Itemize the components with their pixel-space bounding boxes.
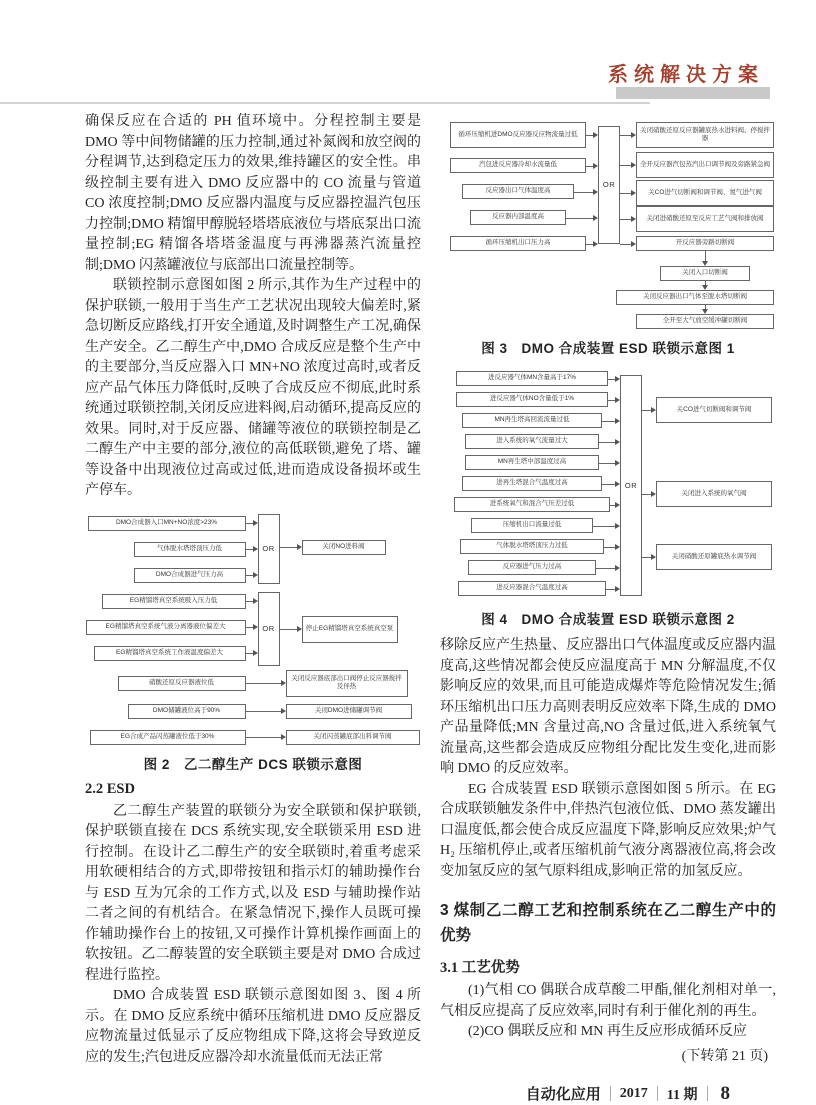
flowchart-box: 循环压缩机进DMO反应器反应物流量过低 (450, 122, 586, 148)
left-column (85, 112, 421, 1068)
flowchart-box: 停止EG精馏塔真空系统真空泵 (302, 616, 398, 643)
paragraph: 移除反应产生热量、反应器出口气体温度或反应器内温度高,这些情况都会使反应温度高于 MN 分解温度,不仅影响反应的效果,而且可能造成爆炸等危险情况发生;循环压缩机出口压力高则表明反应效率下降,生成的 DMO 产品量降低;MN 含量过高,NO 含量过低,进入系统氧气流量高,这些都会造成反应物组分配比发生变化,进而影响 DMO 的反应效率。 (440, 638, 776, 776)
connector-line (620, 219, 631, 220)
flowchart-box: OR (620, 375, 642, 596)
arrowhead-icon (281, 734, 286, 740)
page-content (85, 112, 776, 1105)
journal-footer (440, 1083, 776, 1105)
flowchart-box: 反应器内部温度高 (470, 210, 566, 225)
flowchart-box: 关闭进入系统的氧气阀 (656, 481, 772, 507)
flowchart-box: OR (258, 592, 280, 666)
connector-line (599, 442, 615, 443)
figure-3-caption: 图 3 DMO 合成装置 ESD 联锁示意图 1 (481, 341, 735, 356)
connector-line (602, 484, 615, 485)
section-heading-3-1: 3.1 工艺优势 (440, 960, 520, 976)
connector-line (604, 547, 615, 548)
connector-line (596, 568, 615, 569)
connector-line (602, 421, 615, 422)
connector-line (280, 629, 297, 630)
flowchart-box: 进反应器混合气温度过高 (458, 581, 606, 596)
connector-line (705, 251, 706, 261)
connector-line (246, 737, 281, 738)
connector-line (608, 400, 615, 401)
flowchart-box: 关闭NO进料阀 (302, 540, 386, 555)
connector-line (620, 135, 631, 136)
flowchart-box: 汽包进反应器冷却水流量低 (450, 158, 586, 173)
flowchart-box: 关CO进气切断阀和调节阀 (656, 397, 772, 423)
connector-line (642, 557, 651, 558)
flowchart-box: EG精馏塔真空系统吸入压力低 (102, 594, 246, 609)
flowchart-box: 关闭硝酸还原反应器罐底热水进料阀、停搅拌器 (636, 122, 774, 148)
flowchart-box: 全开反应器汽包蒸汽出口调节阀及旁路紧急阀 (636, 152, 774, 178)
arrowhead-icon (651, 554, 656, 560)
flowchart-box: OR (598, 126, 620, 244)
flowchart-box: 进反应器气体NO含量低于1% (456, 392, 608, 407)
flowchart-box: EG精馏塔真空系统工作液温度偏差大 (94, 646, 246, 661)
page-header-title: 系统解决方案 (608, 64, 764, 86)
paragraph: 确保反应在合适的 PH 值环境中。分程控制主要是 DMO 等中间物储罐的压力控制,通过补氮阀和放空阀的分程调节,达到稳定压力的效果,维持罐区的安全性。串级控制主要有进入 DMO 反应器中的 CO 流量与管道 CO 浓度控制;DMO 反应器内温度与反应器控温汽包压力控制;DMO 精馏甲醇脱轻塔塔底液位与塔底泵出口流量控制;EG 精馏各塔塔釜温度与再沸器蒸汽流量控制;DMO 闪蒸罐液位与底部出口流量控制等。 (85, 114, 421, 273)
arrowhead-icon (651, 491, 656, 497)
connector-line (280, 547, 297, 548)
arrowhead-icon (281, 680, 286, 686)
flowchart-box: 关闭进硝酸还原至反应工艺气阀和排放阀 (636, 206, 774, 232)
flowchart-box: 进反应器气体MN含量高于17% (456, 371, 608, 386)
connector-line (246, 523, 253, 524)
connector-line (620, 165, 631, 166)
connector-line (586, 244, 593, 245)
flowchart-box: 关闭硝酸还原罐底热水调节阀 (656, 544, 772, 570)
continuation-note: (下转第 21 页) (681, 1048, 768, 1064)
flowchart-box: DMO合成器进气压力高 (134, 568, 246, 583)
arrowhead-icon (297, 626, 302, 632)
flowchart-box: 进入系统的氧气流量过大 (465, 434, 599, 449)
journal-year: 2017 (619, 1085, 648, 1101)
connector-line (246, 575, 253, 576)
section-heading-2-2: 2.2 ESD (85, 780, 135, 797)
flowchart-box: 开反应器旁路切断阀 (636, 236, 774, 251)
flowchart-box: 循环压缩机出口压力高 (450, 236, 586, 251)
flowchart-box: 硝酸还原反应器液位低 (118, 676, 246, 691)
flowchart-box: OR (258, 514, 280, 584)
flowchart-box: EG合成产品闪蒸罐液位低于30% (90, 730, 246, 745)
journal-name: 自动化应用 (525, 1086, 601, 1103)
flowchart-box: DMO合成器入口MN+NO浓度>23% (88, 516, 246, 531)
connector-line (599, 463, 615, 464)
figure-4-flowchart (440, 367, 776, 603)
connector-line (246, 711, 281, 712)
connector-line (608, 379, 615, 380)
flowchart-box: 全开至大气放空缓冲罐切断阀 (636, 314, 774, 329)
connector-line (246, 549, 253, 550)
arrowhead-icon (631, 241, 636, 247)
connector-line (586, 135, 593, 136)
flowchart-box: 关闭反应器出口气体至脱水塔切断阀 (616, 290, 774, 305)
paragraph: (1)气相 CO 偶联合成草酸二甲酯,催化剂相对单一,气相反应提高了反应效率,同时有利于催化剂的再生。 (440, 983, 776, 1019)
header-decoration-bar (616, 87, 770, 99)
arrowhead-icon (297, 544, 302, 550)
journal-issue: 11 期 (666, 1087, 698, 1103)
paragraph: (2)CO 偶联反应和 MN 再生反应形成循环反应 (468, 1024, 747, 1039)
paragraph: 联锁控制示意图如图 2 所示,其作为生产过程中的保护联锁,一般用于当生产工艺状况出现较大偏差时,紧急切断反应路线,打开安全通道,及时调整生产工况,确保生产安全。乙二醇生产中,DMO 合成反应是整个生产中的主要部分,当反应器入口 MN+NO 浓度过高时,或者反应产品气体压力降低时,反映了合成反应不彻底,此时系统通过联锁控制,关闭反应进料阀,启动循环,提高反应的效果。同时,对于反应器、储罐等液位的联锁控制是乙二醇生产中主要的部分,液位的高低联锁,避免了塔、罐等设备中出现液位过高或过低,进而造成设备损坏或生产停车。 (85, 278, 421, 498)
connector-line (246, 601, 253, 602)
flowchart-box: 关闭闪蒸罐底部出料调节阀 (286, 730, 420, 745)
arrowhead-icon (631, 132, 636, 138)
flowchart-box: DMO储罐液位高于90% (128, 704, 246, 719)
connector-line (246, 683, 281, 684)
right-column (440, 112, 776, 1105)
connector-line (593, 526, 615, 527)
flowchart-box: 压缩机出口流量过低 (471, 518, 593, 533)
connector-line (586, 166, 593, 167)
figure-2-flowchart (86, 512, 421, 748)
flowchart-box: 关闭入口切断阀 (660, 266, 750, 281)
paragraph: DMO 合成装置 ESD 联锁示意图如图 3、图 4 所示。在 DMO 反应系统中循环压缩机进 DMO 反应器反应物流量过低显示了反应物组成下降,这将会导致逆反应的发生;汽包进反应器冷却水流量低而无法正常 (85, 988, 421, 1065)
flowchart-box: 反应器出口气体温度高 (462, 184, 574, 199)
flowchart-box: 关闭反应器底部出口阀停止反应器搅拌及伴热 (286, 670, 408, 697)
figure-4-caption: 图 4 DMO 合成装置 ESD 联锁示意图 2 (481, 612, 735, 627)
flowchart-box: 气体脱水塔塔顶压力低 (134, 542, 246, 557)
connector-line (246, 653, 253, 654)
paragraph: 乙二醇生产装置的联锁分为安全联锁和保护联锁,保护联锁直接在 DCS 系统实现,安全联锁采用 ESD 进行控制。在设计乙二醇生产的安全联锁时,着重考虑采用软硬相结合的方式,即带按钮和指示灯的辅助操作台与 ESD 互为冗余的工作方式,以及 ESD 与辅助操作站二者之间的有机结合。在紧急情况下,操作人员既可操作辅助操作台上的按钮,又可操作计算机操作画面上的软按钮。乙二醇装置的安全联锁主要是对 DMO 合成过程进行监控。 (85, 803, 421, 983)
figure-2-caption: 图 2 乙二醇生产 DCS 联锁示意图 (143, 756, 363, 772)
connector-line (246, 627, 253, 628)
arrowhead-icon (631, 216, 636, 222)
connector-line (620, 193, 631, 194)
arrowhead-icon (631, 190, 636, 196)
flowchart-box: 进系统氧气和混合气压差过低 (454, 497, 610, 512)
arrowhead-icon (651, 407, 656, 413)
figure-3-flowchart (440, 114, 776, 332)
flowchart-box: 进再生塔混合气温度过高 (462, 476, 602, 491)
paragraph: EG 合成装置 ESD 联锁示意图如图 5 所示。在 EG 合成联锁触发条件中,伴热汽包液位低、DMO 蒸发罐出口温度低,都会使合成反应温度下降,影响反应效果;炉气 H₂ 压缩机停止,或者压缩机前气液分离器液位高,将会改变加氢反应的氢气原料组成,影响正常的加氢反应。 (440, 781, 776, 879)
flowchart-box: 气体脱水塔塔顶压力过低 (460, 539, 604, 554)
connector-line (620, 244, 631, 245)
section-heading-3: 3 煤制乙二醇工艺和控制系统在乙二醇生产中的优势 (440, 902, 776, 944)
connector-line (566, 218, 593, 219)
arrowhead-icon (281, 708, 286, 714)
flowchart-box: 关CO进气切断阀和调节阀、氮气进气阀 (636, 180, 774, 206)
connector-line (642, 494, 651, 495)
connector-line (574, 192, 593, 193)
flowchart-box: EG精馏塔真空系统气液分离器液位偏差大 (86, 620, 246, 635)
flowchart-box: 关闭DMO进储罐调节阀 (286, 704, 412, 719)
connector-line (642, 410, 651, 411)
flowchart-box: 反应器进气压力过高 (468, 560, 596, 575)
arrowhead-icon (631, 162, 636, 168)
flowchart-box: MN再生塔高回流流量过低 (462, 413, 602, 428)
page-number: 8 (720, 1082, 730, 1104)
connector-line (606, 589, 615, 590)
flowchart-box: MN再生塔中部温度过高 (465, 455, 599, 470)
header-rule (0, 102, 650, 104)
